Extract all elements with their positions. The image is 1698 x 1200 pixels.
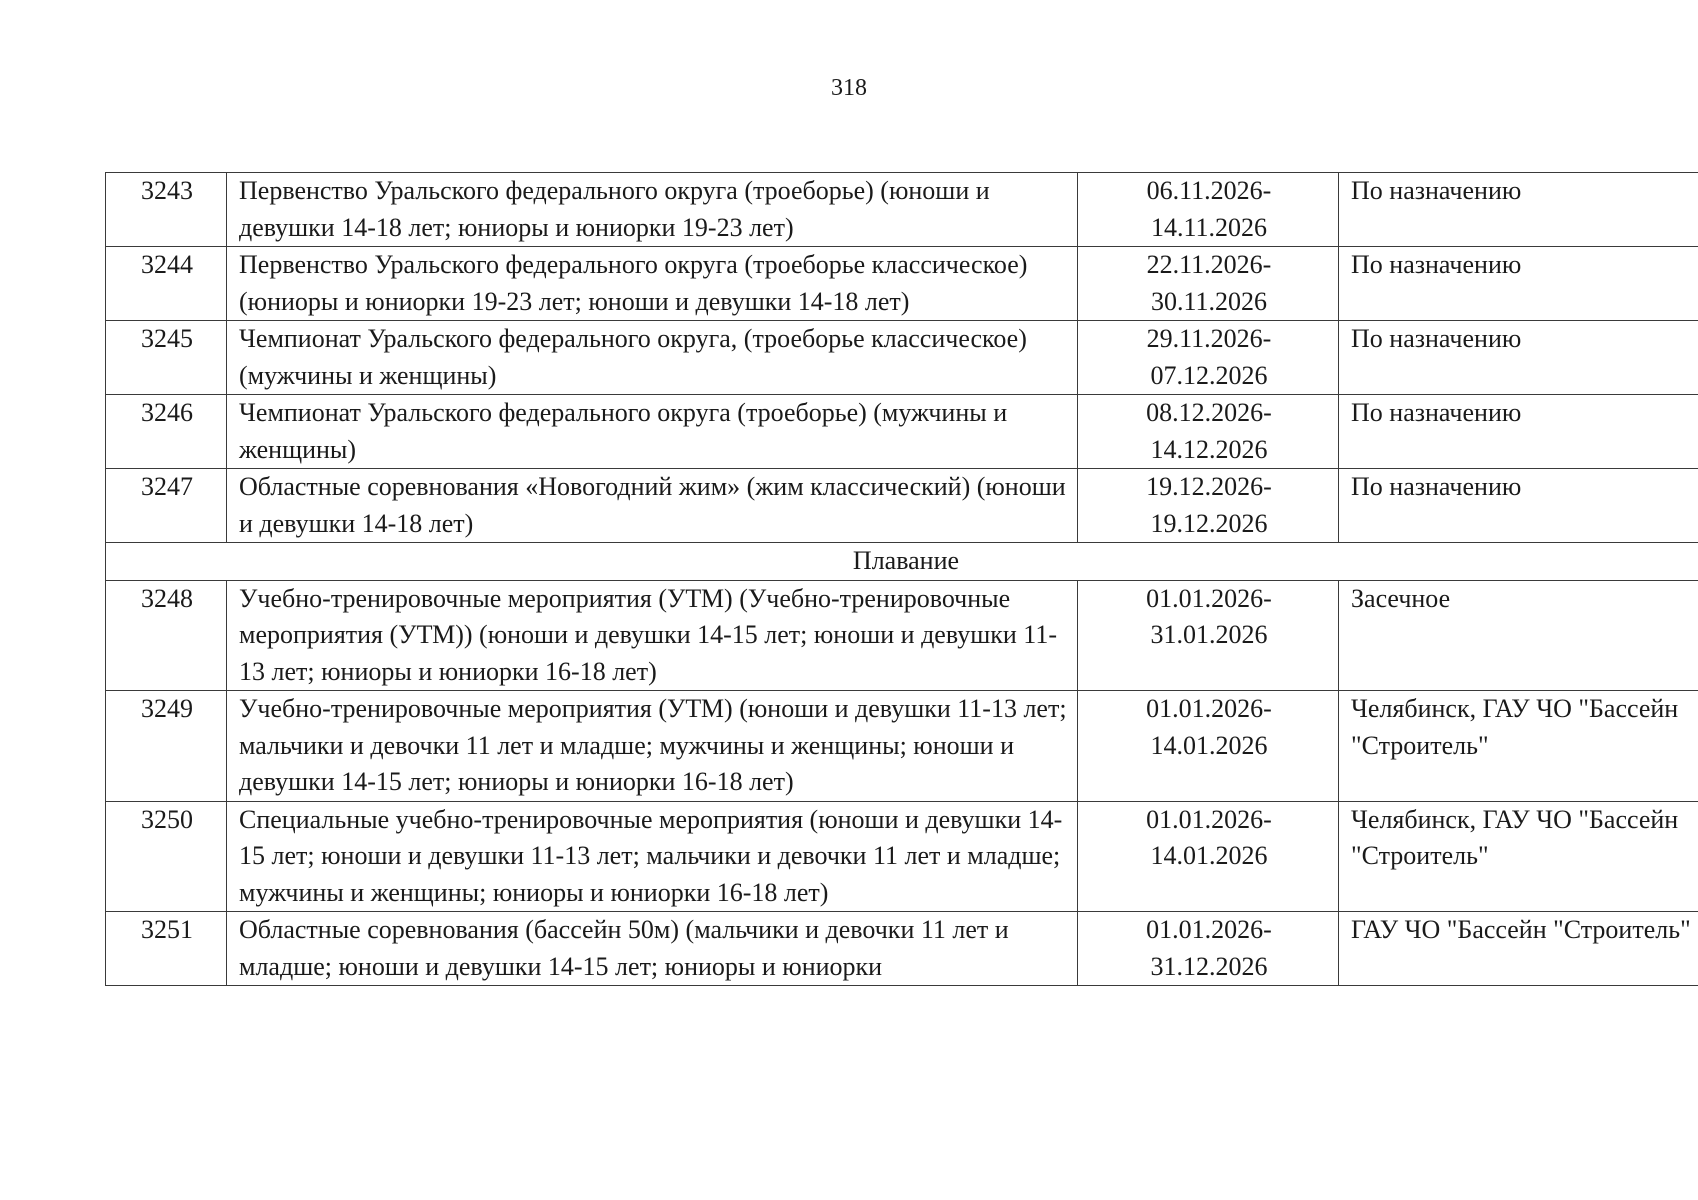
event-number: 3251 bbox=[106, 912, 227, 986]
event-name: Чемпионат Уральского федерального округа (троеборье) (мужчины и женщины) bbox=[227, 395, 1078, 469]
section-header-row bbox=[106, 543, 1698, 581]
event-name: Чемпионат Уральского федерального округа, (троеборье классическое) (мужчины и женщины) bbox=[227, 321, 1078, 395]
event-number: 3243 bbox=[106, 173, 227, 247]
table-row bbox=[106, 580, 1698, 691]
event-name: Учебно-тренировочные мероприятия (УТМ) (юноши и девушки 11-13 лет; мальчики и девочки 11 лет и младше; мужчины и женщины; юноши и девушки 14-15 лет; юниоры и юниорки 16-18 лет) bbox=[227, 691, 1078, 802]
event-dates: 01.01.2026- 14.01.2026 bbox=[1078, 801, 1339, 912]
table-row bbox=[106, 801, 1698, 912]
event-dates: 06.11.2026- 14.11.2026 bbox=[1078, 173, 1339, 247]
event-dates: 19.12.2026- 19.12.2026 bbox=[1078, 469, 1339, 543]
event-place: По назначению bbox=[1339, 173, 1698, 247]
event-dates: 22.11.2026- 30.11.2026 bbox=[1078, 247, 1339, 321]
table-row bbox=[106, 691, 1698, 802]
event-place: По назначению bbox=[1339, 321, 1698, 395]
table-row bbox=[106, 912, 1698, 986]
event-dates: 01.01.2026- 14.01.2026 bbox=[1078, 691, 1339, 802]
event-number: 3245 bbox=[106, 321, 227, 395]
section-title: Плавание bbox=[106, 543, 1698, 581]
event-place: По назначению bbox=[1339, 395, 1698, 469]
event-name: Учебно-тренировочные мероприятия (УТМ) (Учебно-тренировочные мероприятия (УТМ)) (юноши и девушки 14-15 лет; юноши и девушки 11-13 лет; юниоры и юниорки 16-18 лет) bbox=[227, 580, 1078, 691]
event-dates: 29.11.2026- 07.12.2026 bbox=[1078, 321, 1339, 395]
event-place: Засечное bbox=[1339, 580, 1698, 691]
event-name: Первенство Уральского федерального округа (троеборье классическое) (юниоры и юниорки 19-23 лет; юноши и девушки 14-18 лет) bbox=[227, 247, 1078, 321]
event-place: Челябинск, ГАУ ЧО "Бассейн "Строитель" bbox=[1339, 691, 1698, 802]
event-place: ГАУ ЧО "Бассейн "Строитель" bbox=[1339, 912, 1698, 986]
table-row bbox=[106, 247, 1698, 321]
event-place: Челябинск, ГАУ ЧО "Бассейн "Строитель" bbox=[1339, 801, 1698, 912]
table-row bbox=[106, 173, 1698, 247]
event-name: Областные соревнования «Новогодний жим» (жим классический) (юноши и девушки 14-18 лет) bbox=[227, 469, 1078, 543]
events-table bbox=[105, 172, 1698, 986]
event-place: По назначению bbox=[1339, 247, 1698, 321]
event-number: 3247 bbox=[106, 469, 227, 543]
event-name: Специальные учебно-тренировочные мероприятия (юноши и девушки 14-15 лет; юноши и девушки 11-13 лет; мальчики и девочки 11 лет и младше; мужчины и женщины; юниоры и юниорки 16-18 лет) bbox=[227, 801, 1078, 912]
event-dates: 01.01.2026- 31.01.2026 bbox=[1078, 580, 1339, 691]
table-row bbox=[106, 321, 1698, 395]
event-number: 3250 bbox=[106, 801, 227, 912]
event-number: 3249 bbox=[106, 691, 227, 802]
table-row bbox=[106, 469, 1698, 543]
event-number: 3248 bbox=[106, 580, 227, 691]
event-name: Первенство Уральского федерального округа (троеборье) (юноши и девушки 14-18 лет; юниоры и юниорки 19-23 лет) bbox=[227, 173, 1078, 247]
event-dates: 01.01.2026- 31.12.2026 bbox=[1078, 912, 1339, 986]
event-name: Областные соревнования (бассейн 50м) (мальчики и девочки 11 лет и младше; юноши и девушки 14-15 лет; юниоры и юниорки bbox=[227, 912, 1078, 986]
page-number: 318 bbox=[831, 75, 867, 101]
event-number: 3244 bbox=[106, 247, 227, 321]
table-row bbox=[106, 395, 1698, 469]
event-number: 3246 bbox=[106, 395, 227, 469]
event-place: По назначению bbox=[1339, 469, 1698, 543]
event-dates: 08.12.2026- 14.12.2026 bbox=[1078, 395, 1339, 469]
